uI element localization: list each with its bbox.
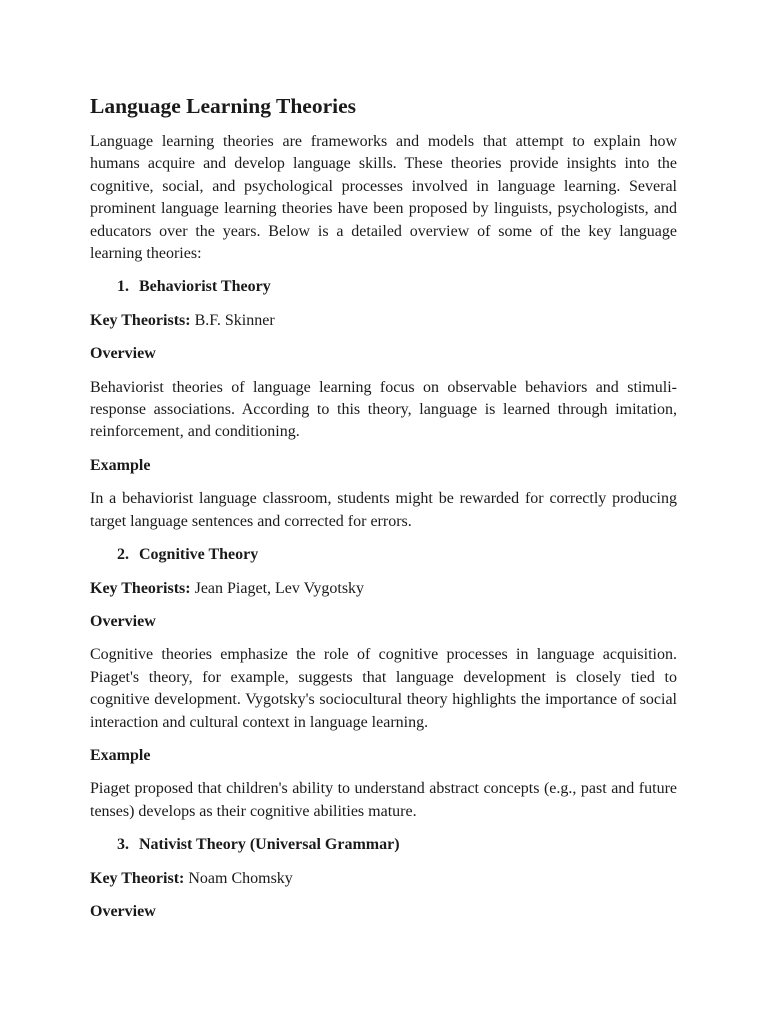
example-paragraph: Piaget proposed that children's ability to understand abstract concepts (e.g., past and future tenses) develops as their cognitive abilities mature. [90, 780, 677, 820]
section-heading-cognitive [90, 544, 677, 566]
section-number: 1. [117, 278, 129, 296]
section-number: 3. [117, 836, 129, 854]
section-title: Nativist Theory (Universal Grammar) [139, 836, 400, 854]
overview-paragraph: Behaviorist theories of language learning focus on observable behaviors and stimuli-response associations. According to this theory, language is learned through imitation, reinforcement, and conditioning. [90, 378, 677, 441]
overview-heading: Overview [90, 345, 156, 363]
document-page [90, 90, 677, 934]
section-heading-behaviorist [90, 276, 677, 298]
key-theorists-line [90, 578, 677, 600]
overview-heading: Overview [90, 902, 156, 920]
overview-paragraph: Cognitive theories emphasize the role of cognitive processes in language acquisition. Piaget's theory, for example, suggests that language development is closely tied to cognitive development. Vygotsky's sociocultural theory highlights the importance of social interaction and cultural context in language learning. [90, 646, 677, 731]
key-theorist-line [90, 868, 677, 890]
example-heading: Example [90, 746, 151, 764]
document-title: Language Learning Theories [90, 94, 356, 118]
example-heading: Example [90, 456, 151, 474]
key-theorists-value: Jean Piaget, Lev Vygotsky [190, 579, 365, 597]
key-theorist-value: Noam Chomsky [184, 869, 293, 887]
key-theorists-line [90, 310, 677, 332]
key-theorists-label: Key Theorists: [90, 579, 191, 597]
overview-heading: Overview [90, 612, 156, 630]
section-heading-nativist [90, 834, 677, 856]
section-title: Cognitive Theory [139, 546, 259, 564]
intro-paragraph: Language learning theories are frameworks and models that attempt to explain how humans acquire and develop language skills. These theories provide insights into the cognitive, social, and psychological processes involved in language learning. Several prominent language learning theories have been proposed by linguists, psychologists, and educators over the years. Below is a detailed overview of some of the key language learning theories: [90, 133, 677, 263]
section-title: Behaviorist Theory [139, 278, 271, 296]
key-theorists-label: Key Theorists: [90, 311, 191, 329]
key-theorist-label: Key Theorist: [90, 869, 185, 887]
section-number: 2. [117, 546, 129, 564]
key-theorists-value: B.F. Skinner [190, 311, 275, 329]
example-paragraph: In a behaviorist language classroom, students might be rewarded for correctly producing target language sentences and corrected for errors. [90, 490, 677, 530]
